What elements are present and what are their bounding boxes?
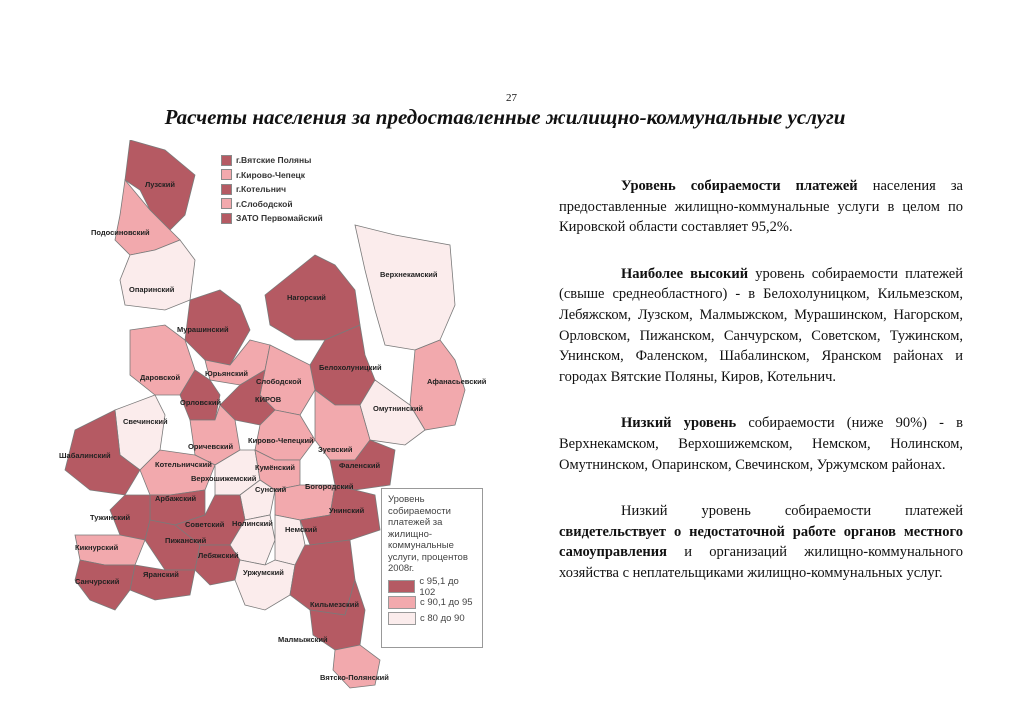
level-legend-item [388, 595, 476, 611]
paragraph-text: уровень собираемости платежей (свыше среднеобластного) - в Белохолуницком, Кильмезском, Лебяжском, Лузском, Малмыжском, Мурашинском, Нагорском, Орловском, Пижанском, Санчурском, Советском, Тужинском, Унинском, Фаленском, Шабалинском, Яранском районах и городах Вятские Поляны, Киров, Котельнич. [559, 265, 963, 385]
label-verkhnekamsky: Верхнекамский [380, 270, 438, 279]
label-orlovsky: Орловский [180, 398, 222, 407]
label-darovskoy: Даровской [140, 373, 181, 382]
paragraph-bold: свидетельствует о недостаточной работе органов местного самоуправления [559, 523, 963, 561]
label-verkhoshizhemsky: Верхошижемский [191, 474, 257, 483]
legend-label: г.Кирово-Чепецк [236, 169, 306, 180]
label-yaransky: Яранский [143, 570, 179, 579]
label-kumyonsky: Кумёнский [255, 463, 296, 472]
label-afanasyevsky: Афанасьевский [427, 377, 487, 386]
paragraph-text: и организаций жилищно-коммунального хозяйства с неплательщиками жилищно-коммунальных услуг. [559, 544, 963, 581]
label-kirov: КИРОВ [255, 395, 282, 404]
label-kilmezsky: Кильмезский [310, 600, 359, 609]
district-verkhnekamsky [355, 225, 455, 350]
legend-swatch [388, 580, 415, 593]
legend-swatch [221, 184, 232, 195]
label-kotelnichsky: Котельничский [155, 460, 212, 469]
label-nagorsky: Нагорский [287, 293, 326, 302]
label-malmyzhsky: Малмыжский [278, 635, 328, 644]
paragraph-highest [559, 264, 963, 388]
paragraph-text: Низкий уровень собираемости платежей [621, 503, 963, 520]
label-nemsky: Немский [285, 525, 318, 534]
paragraph-text: собираемости (ниже 90%) - в Верхнекамском, Верхошижемском, Немском, Нолинском, Омутнинском, Опаринском, Свечинском, Уржумском районах. [559, 415, 963, 473]
label-slobodskoy: Слободской [256, 377, 302, 386]
label-murashinsky: Мурашинский [177, 325, 229, 334]
legend-swatch [221, 198, 232, 209]
legend-label: с 80 до 90 [420, 613, 465, 624]
label-sovetsky: Советский [185, 520, 225, 529]
label-zuevsky: Зуевский [318, 445, 353, 454]
paragraph-bold: Низкий уровень [621, 415, 737, 432]
city-legend-item [221, 211, 323, 226]
label-shabalinsky: Шабалинский [59, 451, 111, 460]
label-oparinsky: Опаринский [129, 285, 175, 294]
label-svechinsky: Свечинский [123, 417, 168, 426]
label-orichevsky: Оричевский [188, 442, 234, 451]
label-nolinsky: Нолинский [232, 519, 273, 528]
level-legend-item [388, 575, 476, 598]
label-luzsky: Лузский [145, 180, 176, 189]
paragraph-conclusion [559, 501, 963, 583]
level-legend-caption: Уровень собираемости платежей за жилищно-коммунальные услуги, процентов 2008г. [388, 494, 468, 574]
page-title: Расчеты населения за предоставленные жилищно-коммунальные услуги [164, 105, 846, 129]
level-legend [381, 488, 483, 648]
label-uninsky: Унинский [329, 506, 365, 515]
legend-label: с 95,1 до 102 [419, 575, 459, 598]
text-column [559, 176, 963, 584]
label-kirovo-chepetsky: Кирово-Чепецкий [248, 436, 314, 445]
legend-label: с 90,1 до 95 [420, 597, 473, 608]
city-legend-item [221, 182, 323, 197]
label-kiknursky: Кикнурский [75, 543, 119, 552]
legend-label: ЗАТО Первомайский [236, 213, 323, 224]
label-sanchursky: Санчурский [75, 577, 120, 586]
legend-swatch [221, 169, 232, 180]
legend-swatch [388, 612, 416, 625]
legend-swatch [221, 213, 232, 224]
label-arbazhsky: Арбажский [155, 494, 197, 503]
city-legend-item [221, 197, 323, 212]
legend-swatch [388, 596, 416, 609]
city-legend-item [221, 153, 323, 168]
level-legend-item [388, 611, 476, 627]
paragraph-bold: Наиболее высокий [621, 265, 749, 282]
label-tuzhinsky: Тужинский [90, 513, 131, 522]
label-sunsky: Сунский [255, 485, 287, 494]
label-podosinovsky: Подосиновский [91, 228, 150, 237]
legend-label: г.Котельнич [236, 184, 287, 195]
city-legend [221, 153, 323, 226]
paragraph-text: населения за предоставленные жилищно-коммунальные услуги в целом по Кировской области составляет 95,2%. [559, 178, 963, 236]
label-vyatsko-polyansky: Вятско-Полянский [320, 673, 389, 682]
label-pizhansky: Пижанский [165, 536, 207, 545]
label-urzhumsky: Уржумский [243, 568, 284, 577]
paragraph-overall [559, 176, 963, 238]
paragraph-low [559, 413, 963, 475]
paragraph-bold: Уровень собираемости платежей [621, 178, 858, 194]
label-yuryansky: Юрьянский [205, 369, 248, 378]
legend-swatch [221, 155, 232, 166]
legend-label: г.Вятские Поляны [236, 155, 312, 166]
label-falensky: Фаленский [339, 461, 381, 470]
label-belokholunitsky: Белохолуницкий [319, 363, 382, 372]
label-omutninsky: Омутнинский [373, 404, 424, 413]
label-lebyazhsky: Лебяжский [198, 551, 239, 560]
legend-label: г.Слободской [236, 198, 293, 209]
page-number: 27 [506, 92, 517, 104]
city-legend-item [221, 168, 323, 183]
label-bogorodsky: Богородский [305, 482, 354, 491]
